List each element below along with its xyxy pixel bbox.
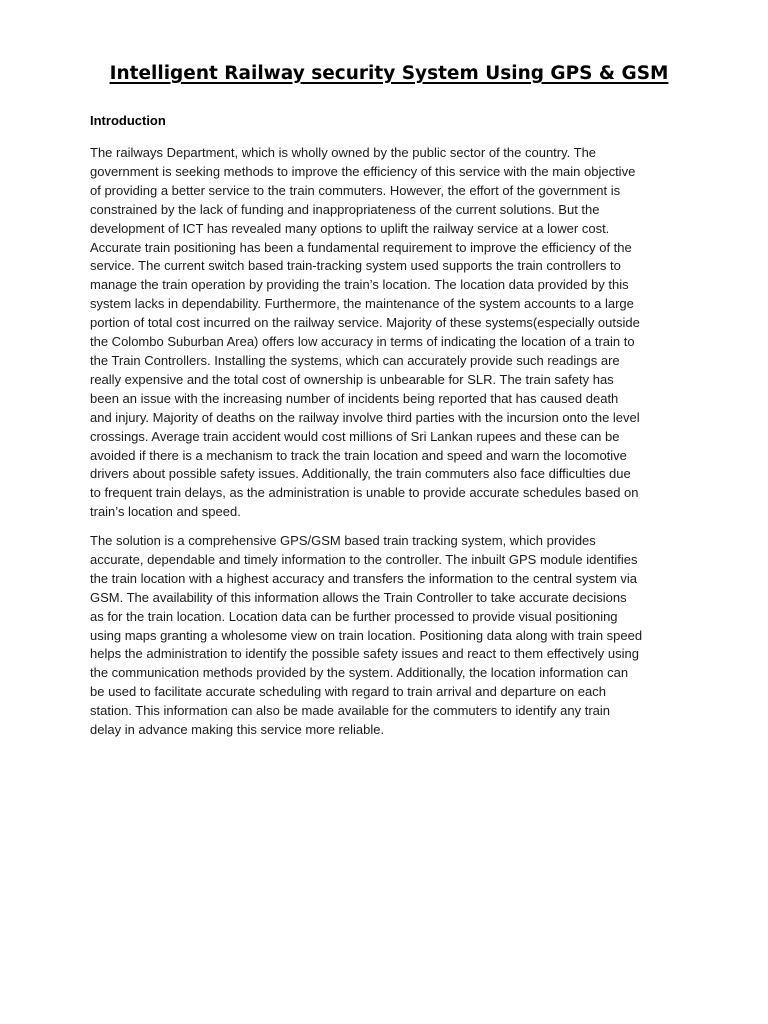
body-paragraph: The railways Department, which is wholly owned by the public sector of the country. The government is seeking methods to improve the efficiency of this service with the main objective of providing a better service to the train commuters. However, the effort of the government is constrained by the lack of funding and inappropriateness of the current solutions. But the development of ICT has revealed many options to uplift the railway service at a lower cost. Accurate train positioning has been a fundamental requirement to improve the efficiency of the service. The current switch based train-tracking system used supports the train controllers to manage the train operation by providing the train’s location. The location data provided by this system lacks in dependability. Furthermore, the maintenance of the system accounts to a large portion of total cost incurred on the railway service. Majority of these systems(especially outside the Colombo Suburban Area) offers low accuracy in terms of indicating the location of a train to the Train Controllers. Installing the systems, which can accurately provide such readings are really expensive and the total cost of ownership is unbearable for SLR. The train safety has been an issue with the increasing number of incidents being reported that has caused death and injury. Majority of deaths on the railway involve third parties with the incursion onto the level crossings. Average train accident would cost millions of Sri Lankan rupees and these can be avoided if there is a mechanism to track the train location and speed and warn the locomotive drivers about possible safety issues. Additionally, the train commuters also face difficulties due to frequent train delays, as the administration is unable to provide accurate schedules based on train’s location and speed. — [90, 145, 640, 520]
document-title: Intelligent Railway security System Using GPS & GSM — [109, 63, 669, 84]
section-heading-introduction: Introduction — [90, 113, 166, 128]
body-paragraph: The solution is a comprehensive GPS/GSM based train tracking system, which provides accurate, dependable and timely information to the controller. The inbuilt GPS module identifies the train location with a highest accuracy and transfers the information to the central system via GSM. The availability of this information allows the Train Controller to take accurate decisions as for the train location. Location data can be further processed to provide visual positioning using maps granting a wholesome view on train location. Positioning data along with train speed helps the administration to identify the possible safety issues and react to them effectively using the communication methods provided by the system. Additionally, the location information can be used to facilitate accurate scheduling with regard to train arrival and departure on each station. This information can also be made available for the commuters to identify any train delay in advance making this service more reliable. — [90, 533, 643, 738]
